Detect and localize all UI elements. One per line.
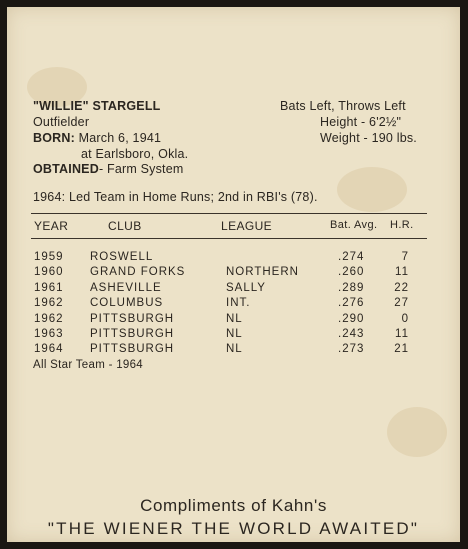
cell-club: ROSWELL <box>90 251 154 263</box>
height: Height - 6'2½" <box>320 115 402 129</box>
cell-hr: 0 <box>401 312 409 325</box>
cell-club: COLUMBUS <box>90 297 164 310</box>
weight: Weight - 190 lbs. <box>320 131 417 145</box>
baseball-card-back <box>7 7 460 542</box>
table-row <box>7 251 460 266</box>
table-row <box>7 282 460 297</box>
obtained-label: OBTAINED <box>33 162 99 176</box>
cell-year: 1962 <box>34 312 64 325</box>
table-row <box>7 313 460 328</box>
player-position: Outfielder <box>33 115 90 129</box>
table-row <box>7 266 460 281</box>
header-club: CLUB <box>108 219 142 233</box>
header-bat-avg: Bat. Avg. <box>330 219 378 231</box>
cell-league: SALLY <box>226 281 266 294</box>
cell-club: GRAND FORKS <box>90 266 186 279</box>
born-label: BORN: <box>33 131 75 145</box>
cell-hr: 11 <box>395 266 409 279</box>
cell-league: INT. <box>226 297 251 310</box>
cell-bat-avg: .273 <box>338 343 365 356</box>
cell-bat-avg: .290 <box>338 312 365 325</box>
cell-league: NORTHERN <box>226 266 299 279</box>
cell-year: 1963 <box>34 328 64 340</box>
cell-hr: 7 <box>401 251 409 263</box>
obtained-line <box>33 162 184 176</box>
cell-year: 1961 <box>34 281 64 294</box>
table-row <box>7 343 460 358</box>
cell-bat-avg: .276 <box>338 297 365 310</box>
born-line <box>33 131 161 145</box>
born-place: at Earlsboro, Okla. <box>81 147 189 161</box>
bats-throws: Bats Left, Throws Left <box>280 99 406 113</box>
cell-club: PITTSBURGH <box>90 328 175 340</box>
cell-bat-avg: .260 <box>338 266 365 279</box>
season-highlight: 1964: Led Team in Home Runs; 2nd in RBI's (78). <box>33 190 318 204</box>
cell-club: PITTSBURGH <box>90 343 175 356</box>
cell-league: NL <box>226 312 243 325</box>
header-year: YEAR <box>34 219 69 233</box>
cell-league: NL <box>226 328 243 340</box>
cell-hr: 22 <box>394 281 409 294</box>
table-header-row <box>7 219 460 234</box>
cell-year: 1959 <box>34 251 64 263</box>
header-league: LEAGUE <box>221 219 273 233</box>
cell-league: NL <box>226 343 243 356</box>
cell-club: PITTSBURGH <box>90 312 175 325</box>
cell-hr: 21 <box>394 343 409 356</box>
cell-year: 1964 <box>34 343 64 356</box>
cell-year: 1962 <box>34 297 64 310</box>
table-header-rule <box>31 238 427 239</box>
sponsor-line: Compliments of Kahn's <box>140 496 327 515</box>
cell-hr: 11 <box>395 328 409 340</box>
player-name: "WILLIE" STARGELL <box>33 99 161 113</box>
cell-bat-avg: .289 <box>338 281 365 294</box>
cell-year: 1960 <box>34 266 64 279</box>
obtained-value: - Farm System <box>98 162 184 176</box>
sponsor-slogan: "THE WIENER THE WORLD AWAITED" <box>47 519 420 538</box>
paper-stain <box>387 407 447 457</box>
cell-bat-avg: .243 <box>338 328 365 340</box>
cell-hr: 27 <box>394 297 409 310</box>
all-star-note: All Star Team - 1964 <box>33 359 143 371</box>
paper-stain <box>337 167 407 212</box>
born-date: March 6, 1941 <box>78 131 162 145</box>
cell-bat-avg: .274 <box>338 251 365 263</box>
table-row <box>7 297 460 312</box>
header-hr: H.R. <box>390 219 414 231</box>
table-row <box>7 328 460 343</box>
cell-club: ASHEVILLE <box>90 281 162 294</box>
table-top-rule <box>31 213 427 214</box>
